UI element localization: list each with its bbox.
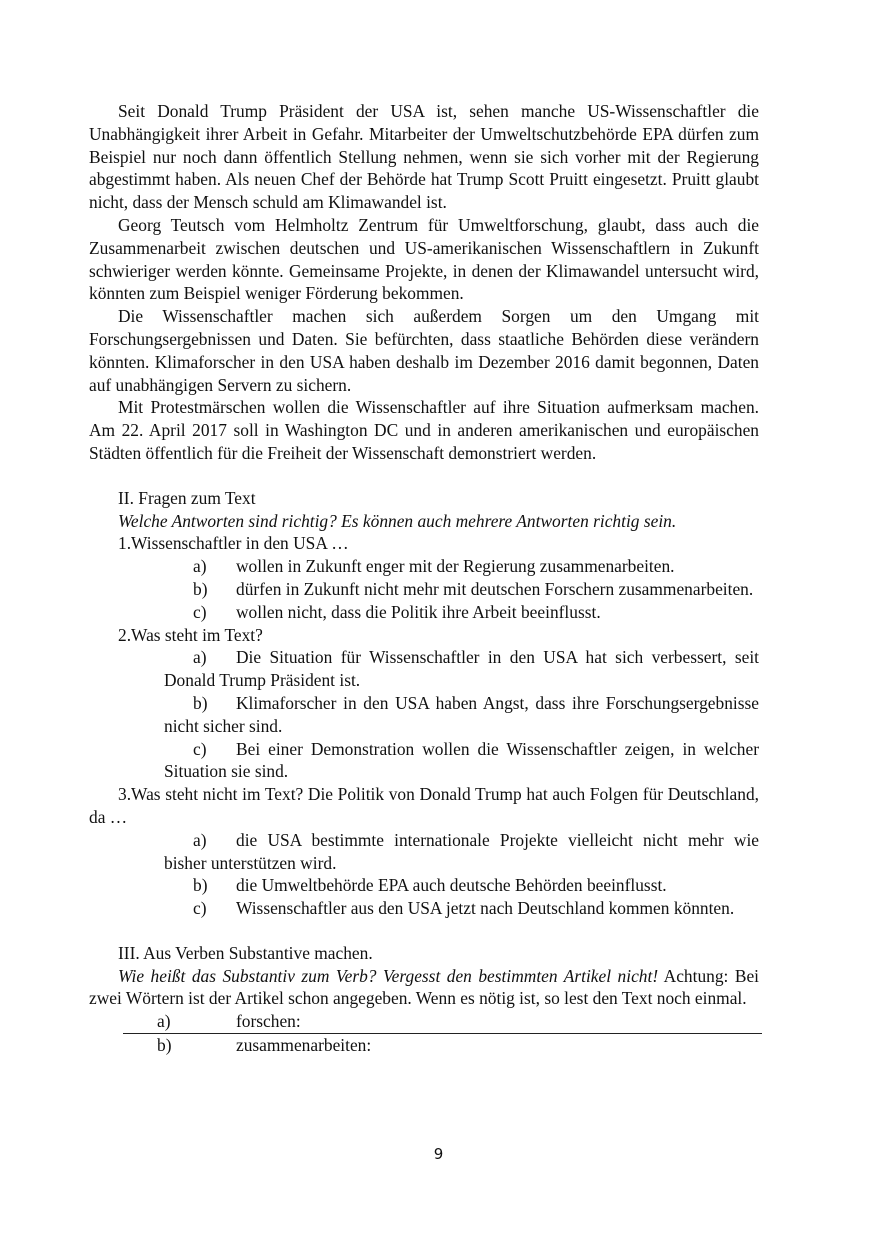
exercise-row-a — [123, 1010, 759, 1033]
option-label: b) — [193, 578, 208, 599]
question-1-option-b — [164, 578, 759, 601]
question-1: 1.Wissenschaftler in den USA … — [118, 533, 349, 554]
paragraph-1: Seit Donald Trump Präsident der USA ist, sehen manche US-Wissenschaftler die Unabhängigkeit ihrer Arbeit in Gefahr. Mitarbeiter der Umweltschutzbehörde EPA dürfen zum Beispiel nur noch dann öffentlich Stellung nehmen, wenn sie sich vorher mit der Regierung abgestimmt haben. Als neuen Chef der Behörde hat Trump Scott Pruitt eingesetzt. Pruitt glaubt nicht, dass der Mensch schuld am Klimawandel ist. — [89, 101, 759, 213]
paragraph-3: Die Wissenschaftler machen sich außerdem Sorgen um den Umgang mit Forschungsergebnissen und Daten. Sie befürchten, dass staatliche Behörden diese verändern könnten. Klimaforscher in den USA haben deshalb im Dezember 2016 damit begonnen, Daten auf unabhängigen Servern zu sichern. — [89, 306, 759, 395]
section-3-instruction-italic: Wie heißt das Substantiv zum Verb? Vergesst den bestimmten Artikel nicht! — [118, 965, 659, 986]
option-text: Klimaforscher in den USA haben Angst, dass ihre Forschungsergebnisse nicht sicher sind. — [164, 692, 759, 736]
option-label: b) — [193, 692, 208, 713]
option-label: b) — [193, 875, 208, 896]
question-2-option-a — [164, 646, 759, 692]
question-2: 2.Was steht im Text? — [118, 624, 263, 645]
question-3-option-b — [164, 874, 759, 897]
question-1-option-a — [164, 555, 759, 578]
option-label: a) — [193, 829, 207, 850]
option-label: a) — [193, 647, 207, 668]
question-3-option-a — [164, 829, 759, 875]
option-label: a) — [193, 556, 207, 577]
question-3-option-c — [164, 897, 759, 920]
question-2-option-b — [164, 692, 759, 738]
exercise-label: b) — [157, 1035, 172, 1056]
question-3: 3.Was steht nicht im Text? Die Politik von Donald Trump hat auch Folgen für Deutschland, da … — [89, 784, 759, 827]
question-1-option-c — [164, 601, 759, 624]
paragraph-2: Georg Teutsch vom Helmholtz Zentrum für Umweltforschung, glaubt, dass auch die Zusammenarbeit zwischen deutschen und US-amerikanischen Wissenschaftlern in Zukunft schwieriger werden könnte. Gemeinsame Projekte, in denen der Klimawandel untersucht wird, könnten zum Beispiel weniger Förderung bekommen. — [89, 214, 759, 304]
section-2-title: II. Fragen zum Text — [118, 487, 256, 508]
option-text: Die Situation für Wissenschaftler in den USA hat sich verbessert, seit Donald Trump Präsident ist. — [164, 647, 759, 691]
exercise-row-b — [123, 1034, 759, 1057]
option-text: die USA bestimmte internationale Projekte vielleicht nicht mehr wie bisher unterstützen wird. — [164, 829, 759, 873]
section-3-instruction-plain: Achtung: Bei zwei Wörtern ist der Artikel schon angegeben. Wenn es nötig ist, so lest den Text noch einmal. — [89, 965, 760, 1009]
option-label: c) — [193, 738, 207, 759]
option-text: wollen nicht, dass die Politik ihre Arbeit beeinflusst. — [236, 601, 601, 622]
page-number: 9 — [433, 1145, 444, 1163]
option-text: Bei einer Demonstration wollen die Wissenschaftler zeigen, in welcher Situation sie sind. — [164, 738, 759, 782]
option-label: c) — [193, 601, 207, 622]
paragraph-4: Mit Protestmärschen wollen die Wissenschaftler auf ihre Situation aufmerksam machen. Am 22. April 2017 soll in Washington DC und in anderen amerikanischen und europäischen Städten öffentlich für die Freiheit der Wissenschaft demonstriert werden. — [89, 397, 759, 463]
option-label: c) — [193, 898, 207, 919]
section-2-instruction: Welche Antworten sind richtig? Es können auch mehrere Antworten richtig sein. — [118, 510, 677, 531]
section-3-title: III. Aus Verben Substantive machen. — [118, 942, 373, 963]
exercise-verb: zusammenarbeiten: — [236, 1035, 372, 1056]
section-3-instruction — [89, 965, 759, 1011]
option-text: dürfen in Zukunft nicht mehr mit deutschen Forschern zusammenarbeiten. — [236, 578, 754, 599]
exercise-label: a) — [157, 1011, 171, 1032]
option-text: die Umweltbehörde EPA auch deutsche Behörden beeinflusst. — [236, 875, 667, 896]
option-text: wollen in Zukunft enger mit der Regierung zusammenarbeiten. — [236, 556, 675, 577]
option-text: Wissenschaftler aus den USA jetzt nach Deutschland kommen könnten. — [236, 898, 735, 919]
exercise-verb: forschen: — [236, 1011, 301, 1032]
question-2-option-c — [164, 738, 759, 784]
document-page — [89, 100, 759, 1057]
